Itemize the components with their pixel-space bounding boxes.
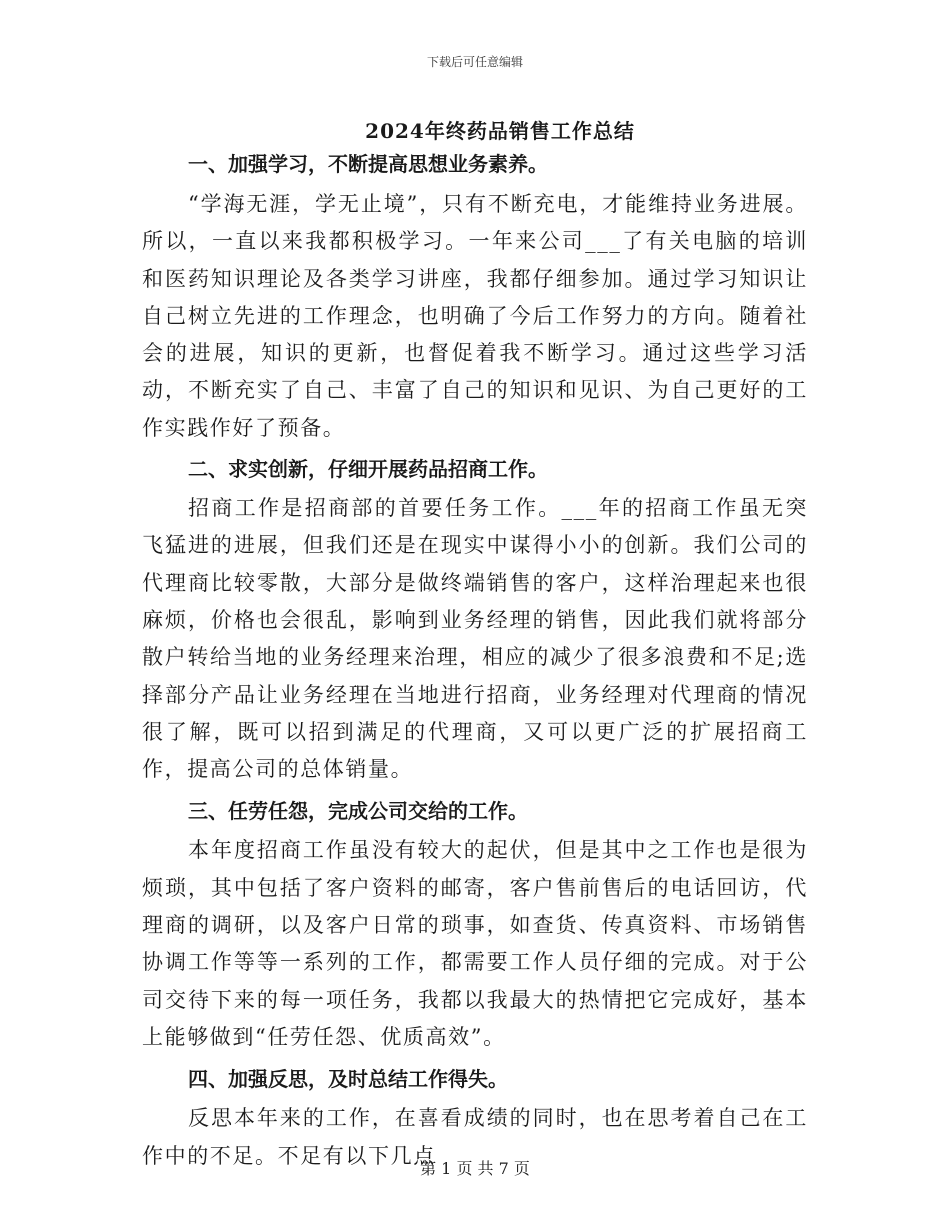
section-paragraph-4: 反思本年来的工作，在喜看成绩的同时，也在思考着自己在工作中的不足。不足有以下几点: [142, 1106, 808, 1168]
section-heading-4: 四、加强反思，及时总结工作得失。: [188, 1067, 508, 1092]
section-paragraph-3: 本年度招商工作虽没有较大的起伏，但是其中之工作也是很为烦琐，其中包括了客户资料的邮寄，客户售前售后的电话回访，代理商的调研，以及客户日常的琐事，如查货、传真资料、市场销售协调工作等等一系列的工作，都需要工作人员仔细的完成。对于公司交待下来的每一项任务，我都以我最大的热情把它完成好，基本上能够做到“任劳任怨、优质高效”。: [142, 838, 808, 1049]
section-paragraph-2: 招商工作是招商部的首要任务工作。___年的招商工作虽无突飞猛进的进展，但我们还是在现实中谋得小小的创新。我们公司的代理商比较零散，大部分是做终端销售的客户，这样治理起来也很麻烦，价格也会很乱，影响到业务经理的销售，因此我们就将部分散户转给当地的业务经理来治理，相应的减少了很多浪费和不足;选择部分产品让业务经理在当地进行招商，业务经理对代理商的情况很了解，既可以招到满足的代理商，又可以更广泛的扩展招商工作，提高公司的总体销量。: [142, 496, 808, 782]
document-title: 2024年终药品销售工作总结: [365, 119, 635, 143]
section-heading-2: 二、求实创新，仔细开展药品招商工作。: [188, 457, 548, 482]
page-number: 第 1 页 共 7 页: [420, 1159, 530, 1178]
document-body: [142, 144, 808, 1175]
section-heading-1: 一、加强学习，不断提高思想业务素养。: [188, 152, 548, 176]
header-note: 下载后可任意编辑: [426, 55, 523, 69]
section-heading-3: 三、任劳任怨，完成公司交给的工作。: [188, 799, 528, 824]
section-paragraph-1: “学海无涯，学无止境”，只有不断充电，才能维持业务进展。所以，一直以来我都积极学习。一年来公司___了有关电脑的培训和医药知识理论及各类学习讲座，我都仔细参加。通过学习知识让自己树立先进的工作理念，也明确了今后工作努力的方向。随着社会的进展，知识的更新，也督促着我不断学习。通过这些学习活动，不断充实了自己、丰富了自己的知识和见识、为自己更好的工作实践作好了预备。: [142, 192, 808, 440]
